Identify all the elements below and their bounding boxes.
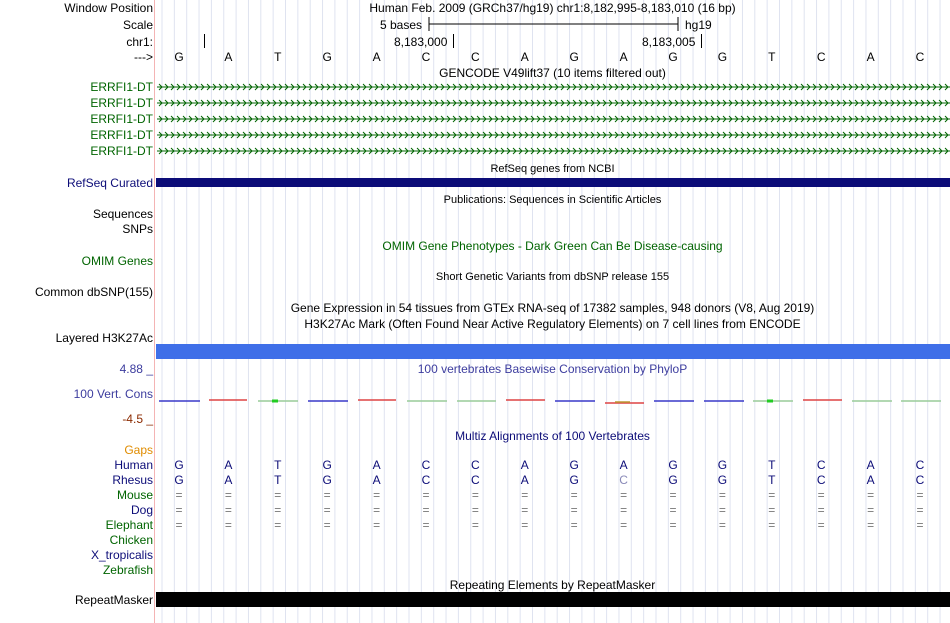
alignment-base: C bbox=[421, 473, 431, 487]
reference-base: C bbox=[471, 50, 480, 64]
alignment-base: T bbox=[768, 458, 776, 472]
scale-label: Scale bbox=[122, 18, 153, 32]
reference-base: A bbox=[619, 50, 628, 64]
alignment-base: C bbox=[816, 458, 826, 472]
alignment-base: = bbox=[175, 503, 183, 517]
sequences-label[interactable]: Sequences bbox=[92, 207, 153, 221]
alignment-base: G bbox=[717, 458, 728, 472]
position-title[interactable]: Human Feb. 2009 (GRCh37/hg19) chr1:8,182,995-8,183,010 (16 bp) bbox=[369, 1, 736, 15]
species-label-x_tropicalis[interactable]: X_tropicalis bbox=[90, 548, 153, 562]
alignment-base: = bbox=[916, 503, 924, 517]
alignment-base: A bbox=[520, 473, 529, 487]
alignment-base: = bbox=[718, 503, 726, 517]
refseq-title[interactable]: RefSeq genes from NCBI bbox=[490, 163, 615, 175]
species-label-elephant[interactable]: Elephant bbox=[105, 518, 153, 532]
alignment-base: = bbox=[669, 518, 677, 532]
reference-base: A bbox=[372, 50, 381, 64]
alignment-base: = bbox=[471, 503, 479, 517]
scale-assembly: hg19 bbox=[685, 18, 712, 32]
alignment-base: = bbox=[422, 503, 430, 517]
alignment-base: = bbox=[274, 503, 282, 517]
alignment-base: = bbox=[422, 488, 430, 502]
alignment-base: = bbox=[471, 518, 479, 532]
alignment-base: = bbox=[867, 503, 875, 517]
alignment-base: = bbox=[768, 518, 776, 532]
alignment-base: = bbox=[373, 518, 381, 532]
alignment-base: = bbox=[521, 503, 529, 517]
alignment-base: C bbox=[915, 458, 925, 472]
gencode-item-label[interactable]: ERRFI1-DT bbox=[90, 144, 153, 158]
scale-bases: 5 bases bbox=[380, 18, 423, 32]
alignment-base: G bbox=[174, 473, 184, 487]
gencode-item-label[interactable]: ERRFI1-DT bbox=[90, 128, 153, 142]
alignment-base: = bbox=[570, 488, 578, 502]
snps-label[interactable]: SNPs bbox=[122, 222, 153, 236]
reference-base: G bbox=[174, 50, 184, 64]
refseq-label[interactable]: RefSeq Curated bbox=[66, 176, 153, 190]
alignment-base: A bbox=[372, 458, 381, 472]
alignment-base: = bbox=[916, 518, 924, 532]
alignment-base: = bbox=[521, 488, 529, 502]
chrom-label: chr1: bbox=[126, 35, 153, 49]
reference-base: T bbox=[274, 50, 282, 64]
omim-title[interactable]: OMIM Gene Phenotypes - Dark Green Can Be Disease-causing bbox=[382, 239, 723, 253]
alignment-base: T bbox=[274, 458, 282, 472]
alignment-base: A bbox=[224, 473, 233, 487]
reference-base: G bbox=[569, 50, 579, 64]
alignment-base: = bbox=[323, 518, 331, 532]
multiz-title[interactable]: Multiz Alignments of 100 Vertebrates bbox=[455, 429, 650, 443]
alignment-base: = bbox=[570, 503, 578, 517]
alignment-base: = bbox=[274, 518, 282, 532]
reference-base: T bbox=[768, 50, 776, 64]
alignment-base: C bbox=[471, 458, 480, 472]
ruler-tick bbox=[701, 34, 702, 48]
gencode-item-label[interactable]: ERRFI1-DT bbox=[90, 96, 153, 110]
species-label-mouse[interactable]: Mouse bbox=[116, 488, 153, 502]
alignment-base: = bbox=[620, 503, 628, 517]
alignment-base: = bbox=[768, 488, 776, 502]
species-label-chicken[interactable]: Chicken bbox=[109, 533, 153, 547]
alignment-base: = bbox=[471, 488, 479, 502]
coord-8183005: 8,183,005 bbox=[642, 35, 696, 49]
reference-base: C bbox=[421, 50, 431, 64]
alignment-base: T bbox=[768, 473, 776, 487]
dbsnp-title[interactable]: Short Genetic Variants from dbSNP release 155 bbox=[435, 271, 670, 283]
alignment-base: = bbox=[867, 488, 875, 502]
phylop-label[interactable]: 100 Vert. Cons bbox=[73, 387, 153, 401]
h3k27ac-label[interactable]: Layered H3K27Ac bbox=[55, 331, 153, 345]
alignment-base: A bbox=[866, 458, 875, 472]
phylop-max-label: 4.88 _ bbox=[119, 362, 153, 376]
refseq-gene-bar[interactable] bbox=[156, 178, 950, 187]
alignment-base: = bbox=[570, 518, 578, 532]
alignment-base: G bbox=[322, 458, 332, 472]
h3k27ac-title[interactable]: H3K27Ac Mark (Often Found Near Active Regulatory Elements) on 7 cell lines from ENCODE bbox=[304, 317, 801, 331]
alignment-base: C bbox=[619, 473, 628, 487]
gtex-title[interactable]: Gene Expression in 54 tissues from GTEx RNA-seq of 17382 samples, 948 donors (V8, Aug 2019) bbox=[290, 301, 815, 315]
repeatmasker-title[interactable]: Repeating Elements by RepeatMasker bbox=[449, 578, 656, 592]
alignment-base: = bbox=[175, 488, 183, 502]
transcript-line[interactable] bbox=[157, 82, 950, 92]
alignment-base: A bbox=[372, 473, 381, 487]
species-label-rhesus[interactable]: Rhesus bbox=[112, 473, 153, 487]
alignment-base: T bbox=[274, 473, 282, 487]
alignment-base: = bbox=[817, 503, 825, 517]
dbsnp-label[interactable]: Common dbSNP(155) bbox=[34, 285, 153, 299]
reference-base: A bbox=[866, 50, 875, 64]
species-label-human[interactable]: Human bbox=[114, 458, 153, 472]
alignment-base: = bbox=[373, 488, 381, 502]
gencode-item-label[interactable]: ERRFI1-DT bbox=[90, 80, 153, 94]
transcript-line[interactable] bbox=[157, 146, 950, 156]
alignment-base: G bbox=[322, 473, 332, 487]
window-position-label: Window Position bbox=[64, 1, 153, 15]
ruler-tick bbox=[453, 34, 454, 48]
coord-8183000: 8,183,000 bbox=[394, 35, 448, 49]
alignment-base: C bbox=[915, 473, 925, 487]
alignment-base: = bbox=[620, 488, 628, 502]
h3k27ac-signal[interactable] bbox=[156, 344, 950, 359]
alignment-base: = bbox=[867, 518, 875, 532]
scale-bar bbox=[428, 17, 680, 33]
alignment-base: = bbox=[768, 503, 776, 517]
alignment-base: = bbox=[422, 518, 430, 532]
alignment-base: = bbox=[669, 488, 677, 502]
alignment-base: = bbox=[224, 488, 232, 502]
omim-label[interactable]: OMIM Genes bbox=[81, 254, 153, 268]
alignment-base: A bbox=[866, 473, 875, 487]
alignment-base: G bbox=[174, 458, 184, 472]
phylop-plot[interactable] bbox=[155, 392, 950, 408]
alignment-base: = bbox=[669, 503, 677, 517]
repeatmasker-label[interactable]: RepeatMasker bbox=[74, 593, 153, 607]
alignment-base: = bbox=[718, 518, 726, 532]
alignment-base: G bbox=[569, 458, 579, 472]
species-label-dog[interactable]: Dog bbox=[130, 503, 153, 517]
transcript-line[interactable] bbox=[157, 114, 950, 124]
species-label-zebrafish[interactable]: Zebrafish bbox=[102, 563, 153, 577]
alignment-base: G bbox=[569, 473, 579, 487]
alignment-base: C bbox=[471, 473, 480, 487]
reference-base: C bbox=[915, 50, 925, 64]
alignment-base: A bbox=[224, 458, 233, 472]
alignment-base: = bbox=[224, 503, 232, 517]
alignment-base: = bbox=[817, 488, 825, 502]
alignment-base: A bbox=[619, 458, 628, 472]
alignment-base: = bbox=[323, 503, 331, 517]
alignment-base: = bbox=[224, 518, 232, 532]
alignment-base: C bbox=[816, 473, 826, 487]
publications-title[interactable]: Publications: Sequences in Scientific Articles bbox=[443, 194, 662, 206]
alignment-base: G bbox=[717, 473, 728, 487]
alignment-base: = bbox=[817, 518, 825, 532]
reference-base: G bbox=[322, 50, 332, 64]
alignment-base: = bbox=[916, 488, 924, 502]
alignment-base: = bbox=[323, 488, 331, 502]
alignment-base: C bbox=[421, 458, 431, 472]
reference-base: C bbox=[816, 50, 826, 64]
alignment-base: = bbox=[175, 518, 183, 532]
alignment-base: = bbox=[521, 518, 529, 532]
strand-label: ---> bbox=[134, 50, 153, 64]
reference-base: A bbox=[520, 50, 529, 64]
reference-base: G bbox=[717, 50, 728, 64]
phylop-title[interactable]: 100 vertebrates Basewise Conservation by PhyloP bbox=[417, 362, 688, 376]
alignment-base: = bbox=[373, 503, 381, 517]
alignment-base: G bbox=[668, 473, 678, 487]
transcript-line[interactable] bbox=[157, 98, 950, 108]
reference-base: A bbox=[224, 50, 233, 64]
alignment-base: A bbox=[520, 458, 529, 472]
repeatmasker-bar[interactable] bbox=[156, 592, 950, 607]
transcript-line[interactable] bbox=[157, 130, 950, 140]
gencode-item-label[interactable]: ERRFI1-DT bbox=[90, 112, 153, 126]
gencode-title[interactable]: GENCODE V49lift37 (10 items filtered out) bbox=[439, 66, 666, 80]
alignment-base: = bbox=[274, 488, 282, 502]
ruler-tick bbox=[204, 34, 205, 48]
gaps-label[interactable]: Gaps bbox=[124, 443, 153, 457]
alignment-base: = bbox=[718, 488, 726, 502]
alignment-base: G bbox=[668, 458, 678, 472]
reference-base: G bbox=[668, 50, 678, 64]
alignment-base: = bbox=[620, 518, 628, 532]
phylop-min-label: -4.5 _ bbox=[122, 412, 153, 426]
